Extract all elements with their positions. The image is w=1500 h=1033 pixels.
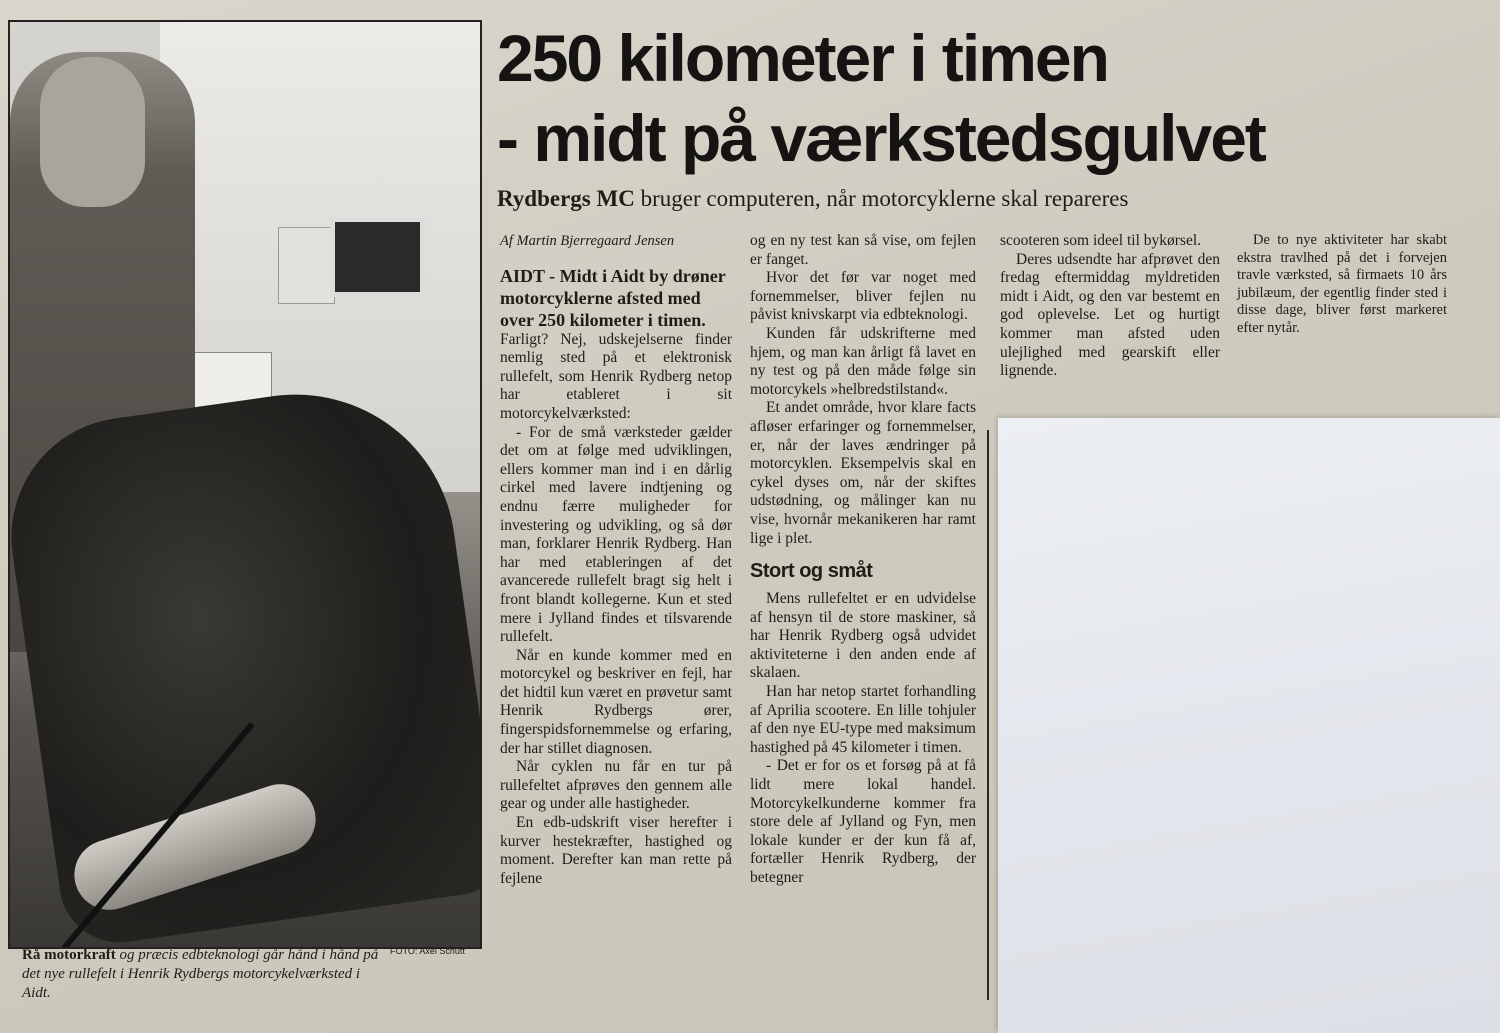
paragraph: Farligt? Nej, udskejelserne finder nemlig sted på et elektronisk rullefelt, som Henrik Rydberg netop har etableret i sit motorcykelværksted: — [500, 330, 732, 422]
article-column-4 — [1237, 232, 1447, 337]
caption-italic: og præcis edbteknologi går hånd i hånd på det nye rullefelt i Henrik Rydbergs motorcykelværksted i Aidt. — [22, 947, 379, 1001]
paragraph: - For de små værksteder gælder det om at følge med udviklingen, ellers kommer man ind i en dårlig cirkel med lavere indtjening og endnu færre muligheder for investering og udvikling, og så dør man, forklarer Henrik Rydberg. Han har med etableringen af det avancerede rullefelt bragt sig helt i front blandt kollegerne. Kun et sted mere i Jylland findes et tilsvarende rullefelt. — [500, 423, 732, 646]
caption-bold: Rå motorkraft — [22, 947, 116, 963]
article-column-3 — [1000, 232, 1220, 381]
photo-computer-case — [278, 227, 335, 304]
byline: Af Martin Bjerregaard Jensen — [500, 233, 675, 249]
paragraph: De to nye aktiviteter har skabt ekstra travlhed på det i forvejen travle værksted, så firmaets 10 års jubilæum, der egentlig finder sted i disse dage, bliver først markeret efter nytår. — [1237, 232, 1447, 336]
paragraph: Når cyklen nu får en tur på rullefeltet afprøves den gennem alle gear og under alle hastigheder. — [500, 758, 732, 813]
photo-mechanic-head — [40, 57, 145, 207]
paragraph: Et andet område, hvor klare facts afløser erfaringer og fornemmelser, er, når der laves ændringer på motorcyklen. Eksempelvis skal en cykel dyses om, når der skiftes udstødning, og målinger kan nu vise, hvornår mekanikeren har ramt lige i plet. — [750, 399, 976, 547]
headline-line-2: - midt på værkstedsgulvet — [497, 101, 1265, 175]
paragraph: Mens rullefeltet er en udvidelse af hensyn til de store maskiner, så har Henrik Rydberg også udvidet aktiviteterne i den anden ende af skalaen. — [750, 590, 976, 682]
article-column-2 — [750, 232, 976, 888]
subheadline — [497, 186, 1487, 212]
paragraph: Kunden får udskrifterne med hjem, og man kan årligt få lavet en ny test og på den måde følge sin motorcykels »helbredstilstand«. — [750, 324, 976, 398]
article-column-1 — [500, 232, 732, 888]
paragraph: og en ny test kan så vise, om fejlen er fanget. — [750, 232, 976, 268]
paragraph: Deres udsendte har afprøvet den fredag eftermiddag myldretiden midt i Aidt, og den var bestemt en god oplevelse. Let og hurtigt kommer man afsted uden ulejlighed med gearskift eller lignende. — [1000, 250, 1220, 380]
paragraph: Han har netop startet forhandling af Aprilia scootere. En lille tohjuler af den nye EU-type med maksimum hastighed på 45 kilometer i timen. — [750, 683, 976, 756]
photo-monitor — [330, 217, 425, 297]
blank-backing-paper — [998, 418, 1500, 1033]
paragraph: scooteren som ideel til bykørsel. — [1000, 232, 1202, 249]
headline-line-1: 250 kilometer i timen — [497, 21, 1108, 95]
subheadline-rest: bruger computeren, når motorcyklerne skal repareres — [634, 186, 1129, 211]
motorcycle-workshop-photo — [8, 20, 482, 949]
paragraph: Når en kunde kommer med en motorcykel og beskriver en fejl, har det hidtil kun været en prøvetur samt Henrik Rydbergs ører, fingerspidsfornemmelse og erfaring, der har stillet diagnosen. — [500, 646, 732, 757]
photo-caption — [22, 946, 392, 1003]
headline — [497, 18, 1487, 178]
paragraph: Hvor det før var noget med fornemmelser, bliver fejlen nu påvist knivskarpt via edbteknologi. — [750, 269, 976, 324]
subheadline-bold: Rydbergs MC — [497, 186, 635, 211]
crosshead: Stort og småt — [750, 560, 873, 583]
photo-credit: FOTO: Axel Schutt — [390, 946, 465, 956]
lede: AIDT - Midt i Aidt by drøner motorcyklerne afsted med over 250 kilometer i timen. — [500, 265, 726, 330]
paragraph: En edb-udskrift viser herefter i kurver hestekræfter, hastighed og moment. Derefter kan man rette på fejlene — [500, 814, 732, 887]
paragraph: - Det er for os et forsøg på at få lidt mere lokal handel. Motorcykelkunderne kommer fra store dele af Jylland og Fyn, men lokale kunder er der kun få af, fortæller Henrik Rydberg, der betegner — [750, 757, 976, 886]
column-rule — [987, 430, 989, 1000]
